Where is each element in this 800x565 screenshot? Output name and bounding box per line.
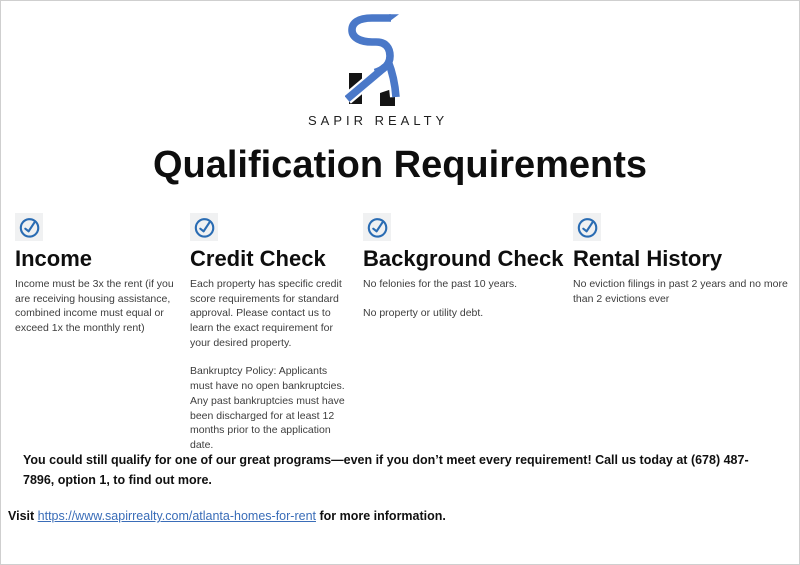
visit-prefix: Visit [8, 509, 35, 523]
column-paragraph: No property or utility debt. [363, 306, 484, 319]
column-paragraph: Each property has specific credit score requirements for standard approval. Please contact us to learn the exact requirement for your desired property. [190, 278, 342, 349]
check-circle-icon [573, 213, 601, 241]
column-credit-check [190, 213, 352, 467]
check-circle-icon [190, 213, 218, 241]
column-heading: Rental History [573, 246, 723, 271]
logo [308, 11, 449, 128]
website-link[interactable]: https://www.sapirrealty.com/atlanta-homes-for-rent [37, 509, 316, 523]
check-circle-icon [363, 213, 391, 241]
column-paragraph: Income must be 3x the rent (if you are receiving housing assistance, combined income must equal or exceed 1x the monthly rent) [15, 278, 174, 335]
column-heading: Credit Check [190, 246, 326, 271]
page-title: Qualification Requirements [152, 144, 648, 186]
visit-line [8, 509, 788, 523]
column-background-check [363, 213, 563, 334]
visit-suffix: for more information. [319, 509, 446, 523]
brand-name: SAPIR REALTY [308, 113, 449, 128]
column-heading: Income [15, 246, 93, 271]
column-paragraph: No eviction filings in past 2 years and no more than 2 evictions ever [573, 278, 788, 305]
column-paragraph: Bankruptcy Policy: Applicants must have no open bankruptcies. Any past bankruptcies must have been discharged for at least 12 months prior to the application date. [190, 365, 345, 451]
column-income [15, 213, 175, 350]
promo-text: You could still qualify for one of our great programs—even if you don’t meet every requirement! Call us today at (678) 487-7896, option 1, to find out more. [23, 453, 749, 488]
column-rental-history [573, 213, 791, 320]
column-paragraph: No felonies for the past 10 years. [363, 278, 518, 290]
column-heading: Background Check [363, 246, 564, 271]
check-circle-icon [15, 213, 43, 241]
sapir-realty-logo-icon [345, 11, 401, 111]
